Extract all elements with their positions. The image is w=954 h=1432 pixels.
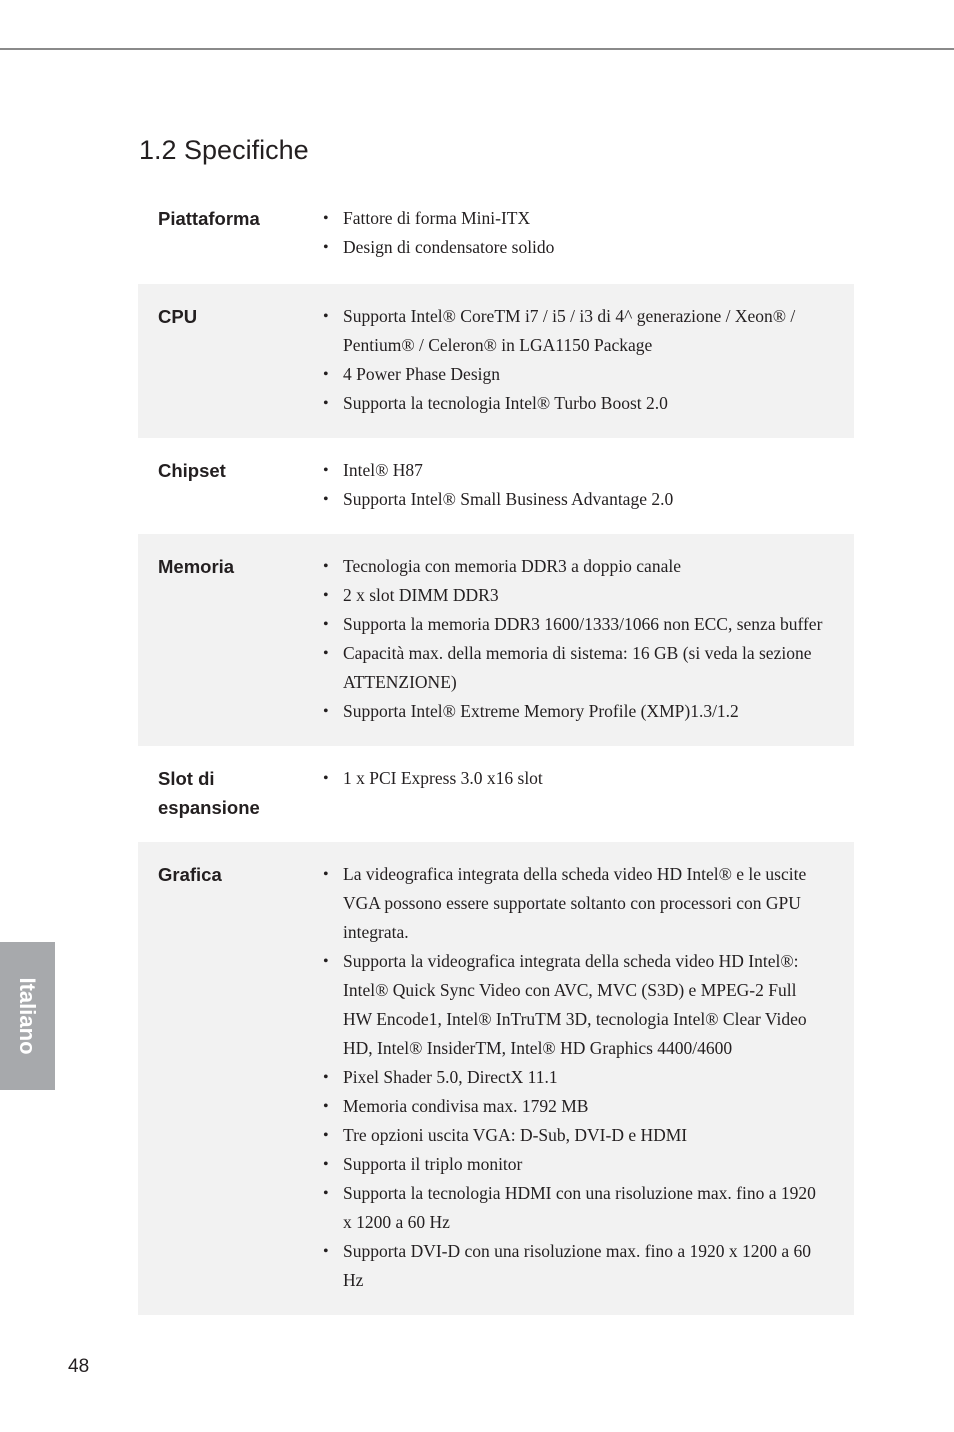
page-number: 48 [68, 1356, 90, 1377]
language-side-tab [0, 942, 55, 1090]
list-item: • La videografica integrata della scheda video HD Intel® e le uscite VGA possono essere supportate soltanto con processori con GPU integrata. [323, 860, 823, 947]
list-item: • 1 x PCI Express 3.0 x16 slot [323, 764, 823, 793]
spec-list [323, 204, 823, 262]
list-item: • Memoria condivisa max. 1792 MB [323, 1092, 823, 1121]
list-item: • Supporta la memoria DDR3 1600/1333/1066 non ECC, senza buffer [323, 610, 823, 639]
header-rule [0, 48, 954, 50]
spec-label [138, 764, 323, 822]
spec-row-memoria [138, 534, 854, 746]
list-item: • Tre opzioni uscita VGA: D-Sub, DVI-D e HDMI [323, 1121, 823, 1150]
list-item: • Supporta la tecnologia Intel® Turbo Boost 2.0 [323, 389, 823, 418]
spec-row-grafica [138, 842, 854, 1315]
language-tab-label: Italiano [15, 977, 40, 1055]
list-item: • 2 x slot DIMM DDR3 [323, 581, 823, 610]
spec-label: Memoria [158, 556, 235, 577]
list-item: • Tecnologia con memoria DDR3 a doppio canale [323, 552, 823, 581]
spec-list [323, 456, 823, 514]
list-item: • Supporta la tecnologia HDMI con una risoluzione max. fino a 1920 x 1200 a 60 Hz [323, 1179, 823, 1237]
list-item: • Supporta DVI-D con una risoluzione max. fino a 1920 x 1200 a 60 Hz [323, 1237, 823, 1295]
spec-list [323, 764, 823, 822]
spec-label-line: espansione [158, 797, 260, 818]
list-item: • Fattore di forma Mini-ITX [323, 204, 823, 233]
spec-list [323, 860, 823, 1295]
spec-label: CPU [158, 306, 198, 327]
spec-label-line: Slot di [158, 768, 215, 789]
spec-label: Grafica [158, 864, 222, 885]
page-title: 1.2 Specifiche [139, 135, 309, 165]
list-item: • Pixel Shader 5.0, DirectX 11.1 [323, 1063, 823, 1092]
list-item: • Supporta Intel® Small Business Advantage 2.0 [323, 485, 823, 514]
spec-list [323, 302, 823, 418]
list-item: • Supporta la videografica integrata della scheda video HD Intel®: Intel® Quick Sync Video con AVC, MVC (S3D) e MPEG-2 Full HW Encode1, Intel® InTruTM 3D, tecnologia Intel® Clear Video HD, Intel® InsiderTM, Intel® HD Graphics 4400/4600 [323, 947, 823, 1063]
spec-list [323, 552, 823, 726]
spec-label: Piattaforma [158, 208, 260, 229]
spec-row-cpu [138, 284, 854, 438]
spec-row-piattaforma [138, 194, 854, 284]
list-item: • Supporta Intel® CoreTM i7 / i5 / i3 di 4^ generazione / Xeon® / Pentium® / Celeron® in LGA1150 Package [323, 302, 823, 360]
spec-table [138, 194, 854, 1315]
spec-label: Chipset [158, 460, 226, 481]
list-item: • Capacità max. della memoria di sistema: 16 GB (si veda la sezione ATTENZIONE) [323, 639, 823, 697]
list-item: • 4 Power Phase Design [323, 360, 823, 389]
list-item: • Intel® H87 [323, 456, 823, 485]
list-item: • Supporta il triplo monitor [323, 1150, 823, 1179]
list-item: • Design di condensatore solido [323, 233, 823, 262]
spec-row-chipset [138, 438, 854, 534]
spec-row-slot-espansione [138, 746, 854, 842]
list-item: • Supporta Intel® Extreme Memory Profile (XMP)1.3/1.2 [323, 697, 823, 726]
